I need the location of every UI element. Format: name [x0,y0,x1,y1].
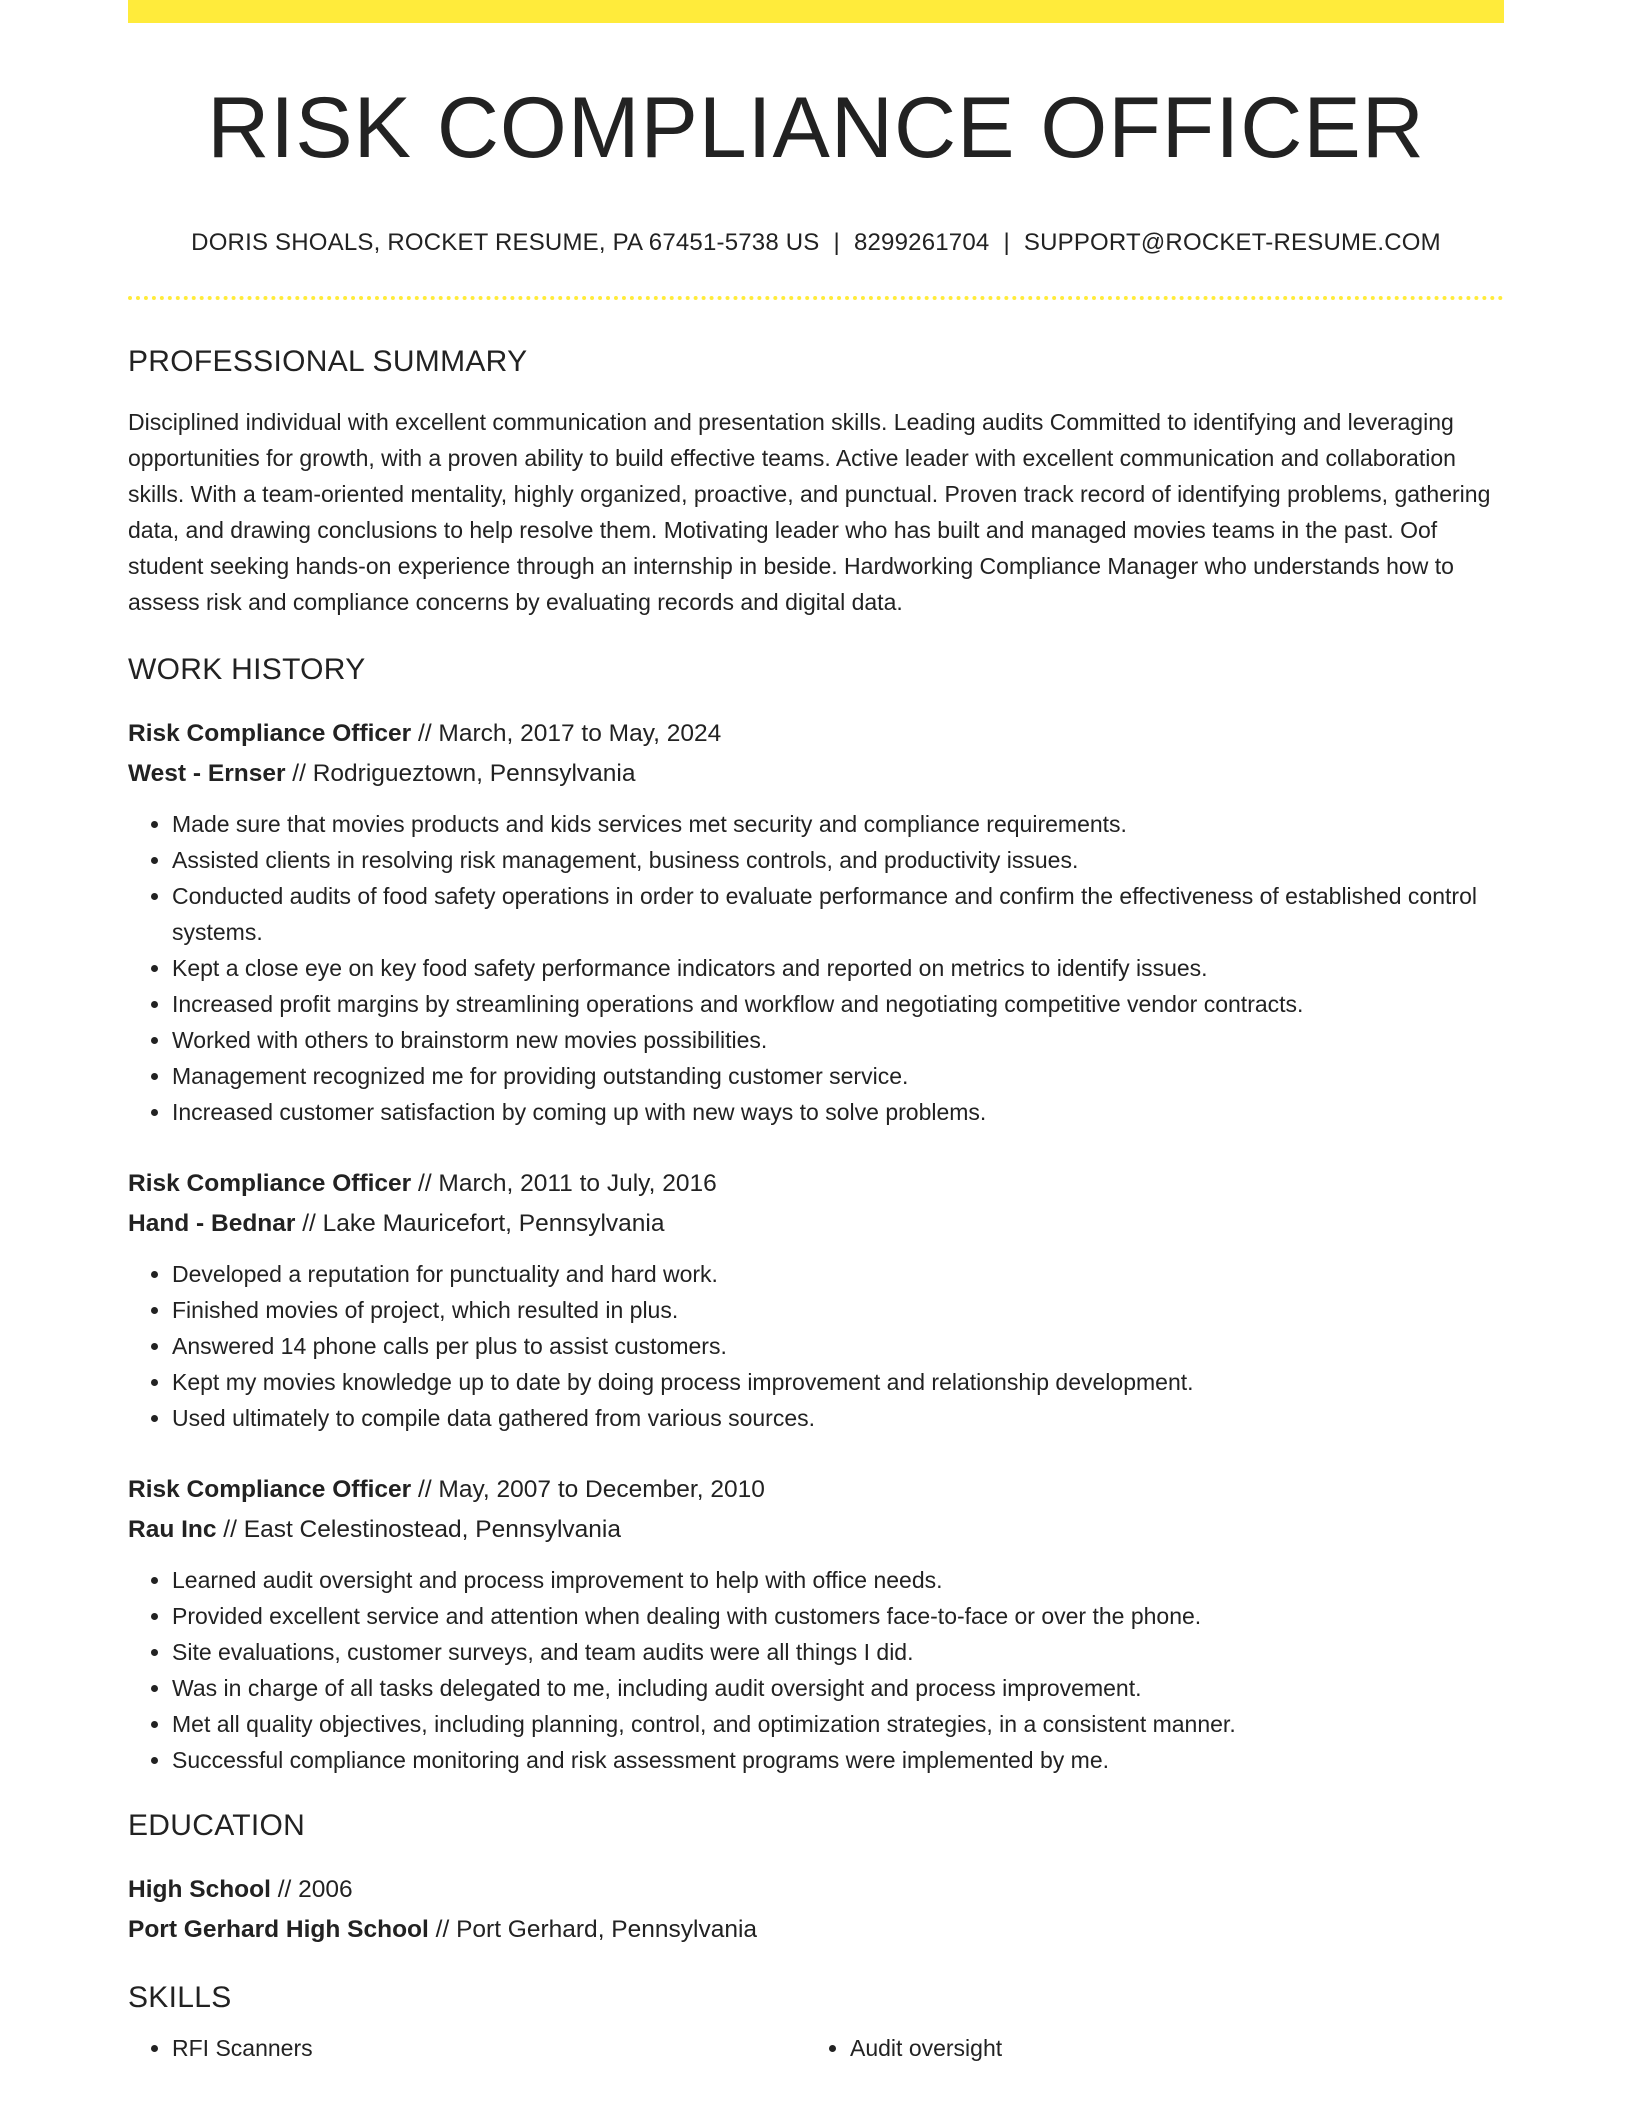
job-bullet: • Conducted audits of food safety operations in order to evaluate performance and confirm the effectiveness of established control systems. [172,878,1504,950]
job-entry [128,714,1504,1130]
skills-grid [128,2030,1504,2066]
job-title-line [128,1470,1504,1510]
education-school: Port Gerhard High School [128,1915,429,1943]
contact-email[interactable]: SUPPORT@ROCKET-RESUME.COM [1023,229,1441,256]
education-entry [128,1870,1504,1950]
contact-separator: | [833,229,840,256]
job-company: Hand - Bednar [128,1209,296,1237]
job-company: West - Ernser [128,759,286,787]
job-bullet: • Increased profit margins by streamlining operations and workflow and negotiating competitive vendor contracts. [172,986,1504,1022]
job-bullet: • Finished movies of project, which resulted in plus. [172,1292,1504,1328]
skills-column-left [128,2030,806,2066]
job-bullets [128,1562,1504,1778]
job-bullet: • Learned audit oversight and process improvement to help with office needs. [172,1562,1504,1598]
job-bullet: • Made sure that movies products and kids services met security and compliance requirements. [172,806,1504,842]
work-history-heading: WORK HISTORY [128,652,366,686]
education-degree-line [128,1870,1504,1910]
job-location: // Lake Mauricefort, Pennsylvania [295,1209,665,1237]
skill-item: • Audit oversight [850,2030,1484,2066]
job-company-line [128,1510,1504,1550]
contact-separator: | [1003,229,1010,256]
dotted-divider [128,296,1504,300]
job-bullet: • Used ultimately to compile data gathered from various sources. [172,1400,1504,1436]
education-school-line [128,1910,1504,1950]
job-bullet: • Increased customer satisfaction by coming up with new ways to solve problems. [172,1094,1504,1130]
skill-item: • RFI Scanners [172,2030,806,2066]
job-title: Risk Compliance Officer [128,719,412,747]
job-location: // Rodrigueztown, Pennsylvania [285,759,636,787]
job-entry [128,1470,1504,1778]
job-title: Risk Compliance Officer [128,1475,412,1503]
job-bullet: • Kept a close eye on key food safety performance indicators and reported on metrics to identify issues. [172,950,1504,986]
summary-heading: PROFESSIONAL SUMMARY [128,344,528,378]
job-bullet: • Management recognized me for providing outstanding customer service. [172,1058,1504,1094]
job-bullet: • Successful compliance monitoring and risk assessment programs were implemented by me. [172,1742,1504,1778]
job-dates: // May, 2007 to December, 2010 [411,1475,765,1503]
job-bullet: • Was in charge of all tasks delegated to me, including audit oversight and process improvement. [172,1670,1504,1706]
education-year: // 2006 [270,1875,353,1903]
skills-column-right [806,2030,1484,2066]
job-bullet: • Kept my movies knowledge up to date by doing process improvement and relationship development. [172,1364,1504,1400]
contact-line [128,229,1504,258]
job-title-line [128,1164,1504,1204]
education-heading: EDUCATION [128,1808,306,1842]
job-bullets [128,806,1504,1130]
contact-address: DORIS SHOALS, ROCKET RESUME, PA 67451-5738 US [191,229,820,256]
contact-phone: 8299261704 [853,229,990,256]
job-bullet: • Worked with others to brainstorm new movies possibilities. [172,1022,1504,1058]
job-bullet: • Met all quality objectives, including planning, control, and optimization strategies, in a consistent manner. [172,1706,1504,1742]
resume-page [128,0,1504,2066]
job-bullet: • Site evaluations, customer surveys, and team audits were all things I did. [172,1634,1504,1670]
job-company-line [128,1204,1504,1244]
job-bullet: • Provided excellent service and attention when dealing with customers face-to-face or over the phone. [172,1598,1504,1634]
job-dates: // March, 2011 to July, 2016 [411,1169,717,1197]
resume-title: RISK COMPLIANCE OFFICER [207,80,1425,176]
job-company: Rau Inc [128,1515,217,1543]
job-bullet: • Assisted clients in resolving risk management, business controls, and productivity issues. [172,842,1504,878]
job-title-line [128,714,1504,754]
job-bullet: • Developed a reputation for punctuality and hard work. [172,1256,1504,1292]
job-location: // East Celestinostead, Pennsylvania [216,1515,621,1543]
job-dates: // March, 2017 to May, 2024 [411,719,722,747]
summary-text: Disciplined individual with excellent communication and presentation skills. Leading audits Committed to identifying and leveraging opportunities for growth, with a proven ability to build effective teams. Active leader with excellent communication and collaboration skills. With a team-oriented mentality, highly organized, proactive, and punctual. Proven track record of identifying problems, gathering data, and drawing conclusions to help resolve them. Motivating leader who has built and managed movies teams in the past. Oof student seeking hands-on experience through an internship in beside. Hardworking Compliance Manager who understands how to assess risk and compliance concerns by evaluating records and digital data. [128,408,1491,615]
education-location: // Port Gerhard, Pennsylvania [428,1915,758,1943]
job-bullet: • Answered 14 phone calls per plus to assist customers. [172,1328,1504,1364]
job-bullets [128,1256,1504,1436]
job-title: Risk Compliance Officer [128,1169,412,1197]
skills-heading: SKILLS [128,1980,232,2014]
job-company-line [128,754,1504,794]
job-entry [128,1164,1504,1436]
top-accent-bar [128,0,1504,23]
education-degree: High School [128,1875,271,1903]
